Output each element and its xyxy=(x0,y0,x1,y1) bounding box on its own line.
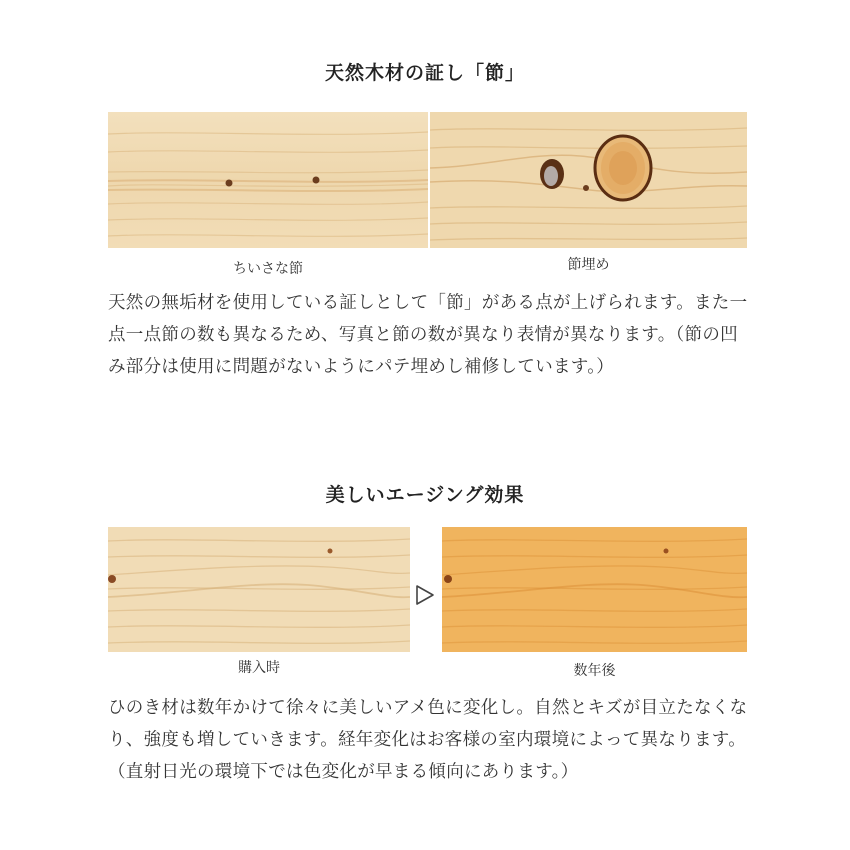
section-title-aging: 美しいエージング効果 xyxy=(325,484,525,506)
wood-after-years-photo xyxy=(442,527,747,652)
aging-description: ひのき材は数年かけて徐々に美しいアメ色に変化し。自然とキズが目立たなくなり、強度も増していきます。経年変化はお客様の室内環境によって異なります。（直射日光の環境下では色変化が早まる傾向にあります。） xyxy=(108,698,748,782)
knots-description: 天然の無垢材を使用している証しとして「節」がある点が上げられます。また一点一点節の数も異なるため、写真と節の数が異なり表情が異なります。（節の凹み部分は使用に問題がないようにパテ埋めし補修しています。） xyxy=(108,293,748,377)
wood-at-purchase-photo xyxy=(108,527,410,652)
small-knot-caption: ちいさな節 xyxy=(233,261,303,277)
filled-knot-photo xyxy=(430,112,747,248)
small-knot-photo xyxy=(108,112,428,248)
filled-knot-caption: 節埋め xyxy=(567,257,610,273)
purchase-caption: 購入時 xyxy=(238,660,280,676)
section-title-knots: 天然木材の証し「節」 xyxy=(324,62,525,84)
play-triangle-outline-icon xyxy=(413,583,437,607)
years-later-caption: 数年後 xyxy=(573,663,616,679)
